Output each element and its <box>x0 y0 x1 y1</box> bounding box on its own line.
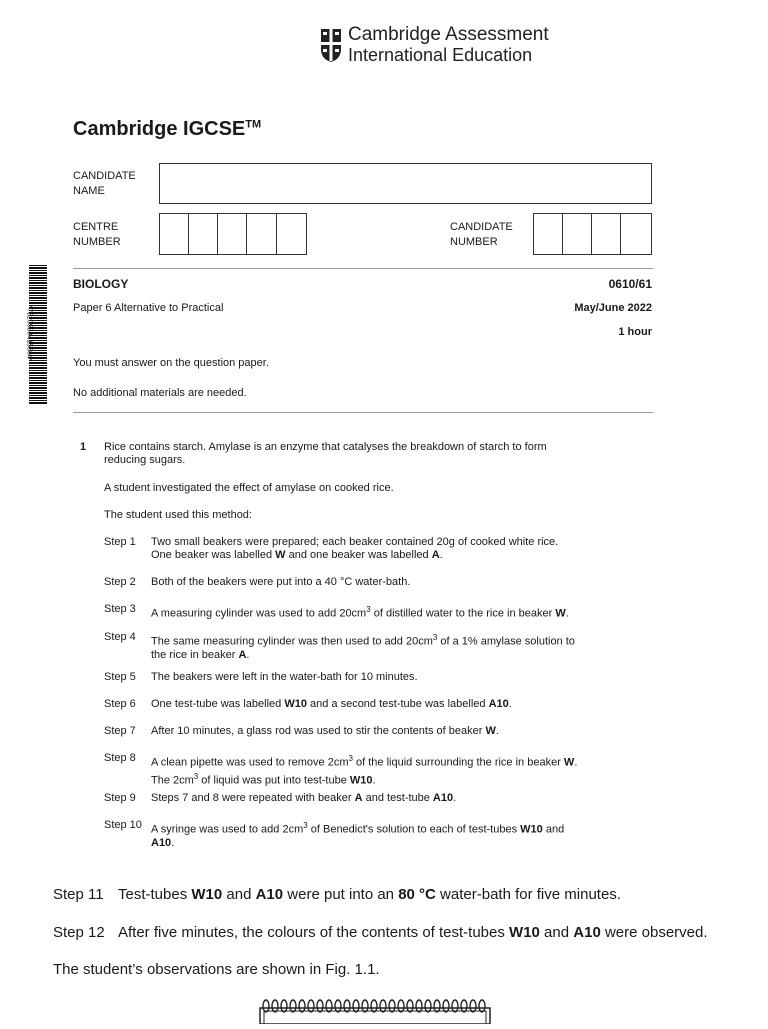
divider-top <box>73 268 653 269</box>
step-text: One test-tube was labelled W10 and a second test-tube was labelled A10. <box>151 698 512 710</box>
candidate-number-label: CANDIDATE NUMBER <box>450 221 513 248</box>
step-text: Two small beakers were prepared; each beaker contained 20g of cooked white rice. One beaker was labelled W and one beaker was labelled A. <box>151 536 559 561</box>
step-text: A clean pipette was used to remove $2cm^3$ of the liquid surrounding the rice in beaker W. The $2cm^3$ of liquid was put into test-tube W10. <box>151 754 578 787</box>
step-11-text: Test-tubes W10 and A10 were put into an 80 °C water-bath for five minutes. <box>118 886 621 903</box>
step-label: Step 8 <box>104 752 136 764</box>
step-text: A measuring cylinder was used to add $20cm^3$ of distilled water to the rice in beaker W. <box>151 605 569 620</box>
page-title: Cambridge IGCSE™ <box>73 118 262 140</box>
method-heading: The student used this method: <box>104 509 252 521</box>
step-11-label: Step 11 <box>53 886 104 903</box>
step-text: The beakers were left in the water-bath for 10 minutes. <box>151 671 418 683</box>
step-label: Step 9 <box>104 792 136 804</box>
step-text: The same measuring cylinder was then used to add $20cm^3$ of a 1% amylase solution to the rice in beaker A. <box>151 633 575 661</box>
candidate-name-label: CANDIDATE NAME <box>73 170 136 197</box>
intro-text: Rice contains starch. Amylase is an enzyme that catalyses the breakdown of starch to form reducing sugars. <box>104 441 547 466</box>
step-label: Step 3 <box>104 603 136 615</box>
instruction-2: No additional materials are needed. <box>73 387 247 399</box>
centre-number-label: CENTRE NUMBER <box>73 221 121 248</box>
candidate-name-field[interactable] <box>159 163 652 204</box>
step-label: Step 5 <box>104 671 136 683</box>
observations-sentence: The student’s observations are shown in Fig. 1.1. <box>53 961 380 978</box>
step-12-label: Step 12 <box>53 924 105 941</box>
instruction-1: You must answer on the question paper. <box>73 357 269 369</box>
divider-bottom <box>73 412 653 413</box>
step-label: Step 6 <box>104 698 136 710</box>
figure-spiral-notebook <box>258 998 492 1024</box>
session: May/June 2022 <box>574 302 652 314</box>
step-text: Steps 7 and 8 were repeated with beaker A and test-tube A10. <box>151 792 457 804</box>
brand-line-1: Cambridge Assessment <box>348 24 549 45</box>
step-12-text: After five minutes, the colours of the contents of test-tubes W10 and A10 were observed. <box>118 924 708 941</box>
subject: BIOLOGY <box>73 277 129 291</box>
step-label: Step 10 <box>104 819 142 831</box>
paper-title: Paper 6 Alternative to Practical <box>73 302 224 314</box>
step-label: Step 1 <box>104 536 136 548</box>
step-label: Step 2 <box>104 576 136 588</box>
step-text: A syringe was used to add $2cm^3$ of Benedict's solution to each of test-tubes W10 and A10. <box>151 821 565 849</box>
intro-sentence: A student investigated the effect of amylase on cooked rice. <box>104 482 394 494</box>
duration: 1 hour <box>618 326 652 338</box>
step-label: Step 4 <box>104 631 136 643</box>
brand-line-2: International Education <box>348 45 533 65</box>
candidate-number-field[interactable] <box>533 213 652 255</box>
step-text: After 10 minutes, a glass rod was used to stir the contents of beaker W. <box>151 725 499 737</box>
question-number: 1 <box>80 441 87 453</box>
step-text: Both of the beakers were put into a 40 °C water-bath. <box>151 576 411 588</box>
paper-code: 0610/61 <box>608 277 652 291</box>
step-label: Step 7 <box>104 725 136 737</box>
centre-number-field[interactable] <box>159 213 307 255</box>
cambridge-crest-logo <box>320 27 342 63</box>
barcode-text: *7520580415584* <box>25 305 33 362</box>
